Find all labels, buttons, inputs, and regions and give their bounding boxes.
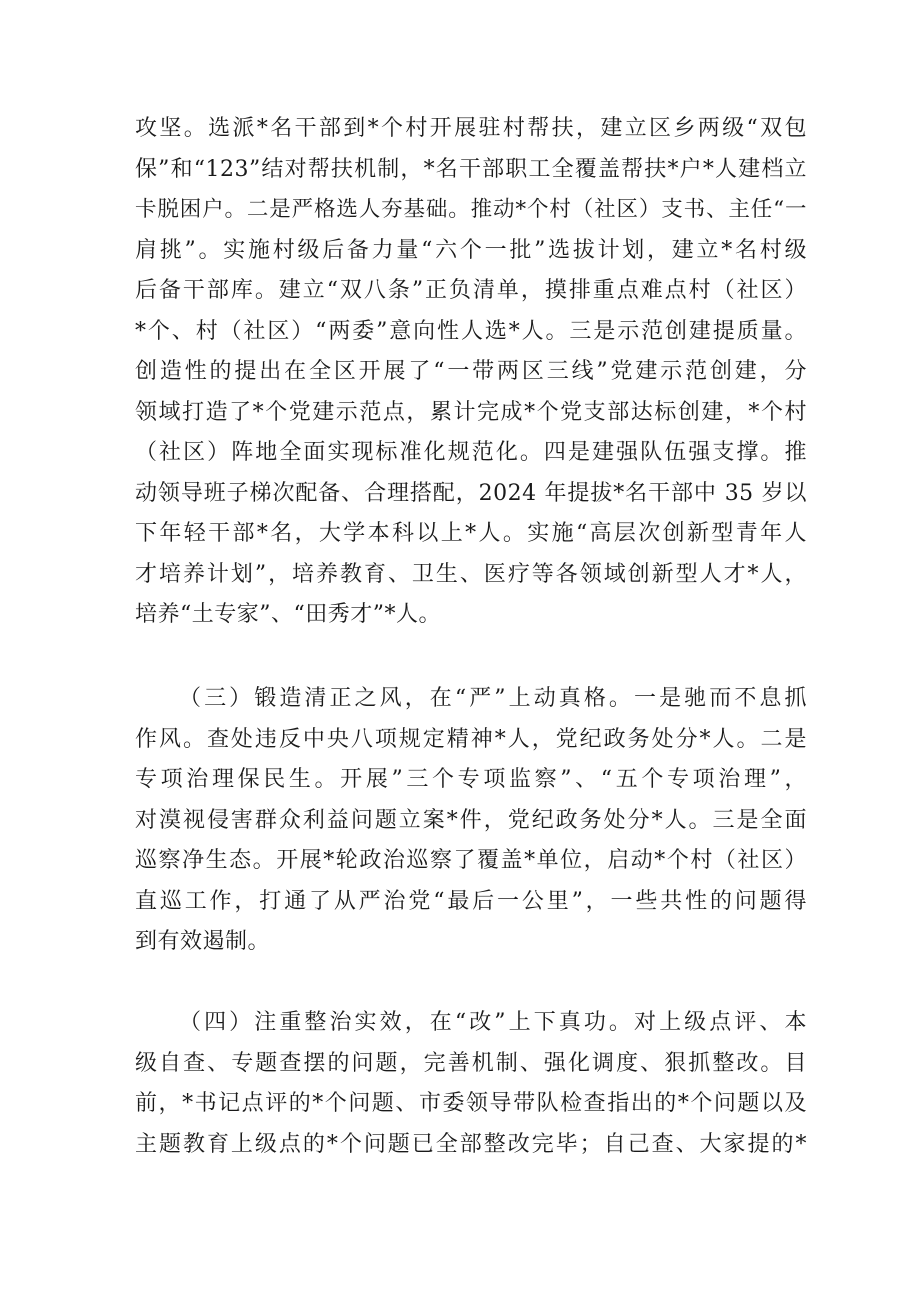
paragraph-continuation <box>135 109 807 636</box>
paragraph-section-4 <box>135 1003 807 1165</box>
text-line: 动领导班子梯次配备、合理搭配，2024 年提拔*名干部中 35 岁以 <box>135 480 807 506</box>
text-line: 才培养计划”，培养教育、卫生、医疗等各领域创新型人才*人， <box>135 561 807 587</box>
text-line: （社区）阵地全面实现标准化规范化。四是建强队伍强支撑。推 <box>135 440 807 465</box>
text-line: 前，*书记点评的*个问题、市委领导带队检查指出的*个问题以及 <box>135 1091 807 1116</box>
section-heading-line: （三）锻造清正之风，在“严”上动真格。一是驰而不息抓 <box>179 686 807 711</box>
text-line: *个、村（社区）“两委”意向性人选*人。三是示范创建提质量。 <box>135 318 807 344</box>
text-line: 专项治理保民生。开展”三个专项监察”、“五个专项治理”， <box>135 767 807 792</box>
text-line: 领域打造了*个党建示范点，累计完成*个党支部达标创建，*个村 <box>135 399 807 425</box>
text-line: 卡脱困户。二是严格选人夯基础。推动*个村（社区）支书、主任“一 <box>135 197 807 222</box>
text-line: 后备干部库。建立“双八条”正负清单，摸排重点难点村（社区） <box>135 278 807 303</box>
text-line: 直巡工作，打通了从严治党“最后一公里”，一些共性的问题得 <box>135 888 807 914</box>
text-line: 培养“土专家”、“田秀才”*人。 <box>135 602 441 627</box>
text-line: 到有效遏制。 <box>135 929 271 954</box>
text-line: 对漠视侵害群众利益问题立案*件，党纪政务处分*人。三是全面 <box>135 807 807 833</box>
text-line: 创造性的提出在全区开展了“一带两区三线”党建示范创建，分 <box>135 359 807 384</box>
text-line: 巡察净生态。开展*轮政治巡察了覆盖*单位，启动*个村（社区） <box>135 848 807 873</box>
text-line: 作风。查处违反中央八项规定精神*人，党纪政务处分*人。二是 <box>135 726 807 752</box>
text-line: 下年轻干部*名，大学本科以上*人。实施“高层次创新型青年人 <box>135 521 807 546</box>
paragraph-section-3 <box>135 679 807 963</box>
text-line: 主题教育上级点的*个问题已全部整改完毕；自己查、大家提的* <box>135 1131 807 1157</box>
text-line: 肩挑”。实施村级后备力量“六个一批”选拔计划，建立*名村级 <box>135 237 807 263</box>
text-line: 级自查、专题查摆的问题，完善机制、强化调度、狠抓整改。目 <box>135 1050 807 1076</box>
section-heading-line: （四）注重整治实效，在“改”上下真功。对上级点评、本 <box>179 1010 807 1035</box>
text-line: 保”和“123”结对帮扶机制，*名干部职工全覆盖帮扶*户*人建档立 <box>135 156 807 182</box>
text-line: 攻坚。选派*名干部到*个村开展驻村帮扶，建立区乡两级“双包 <box>135 116 807 141</box>
